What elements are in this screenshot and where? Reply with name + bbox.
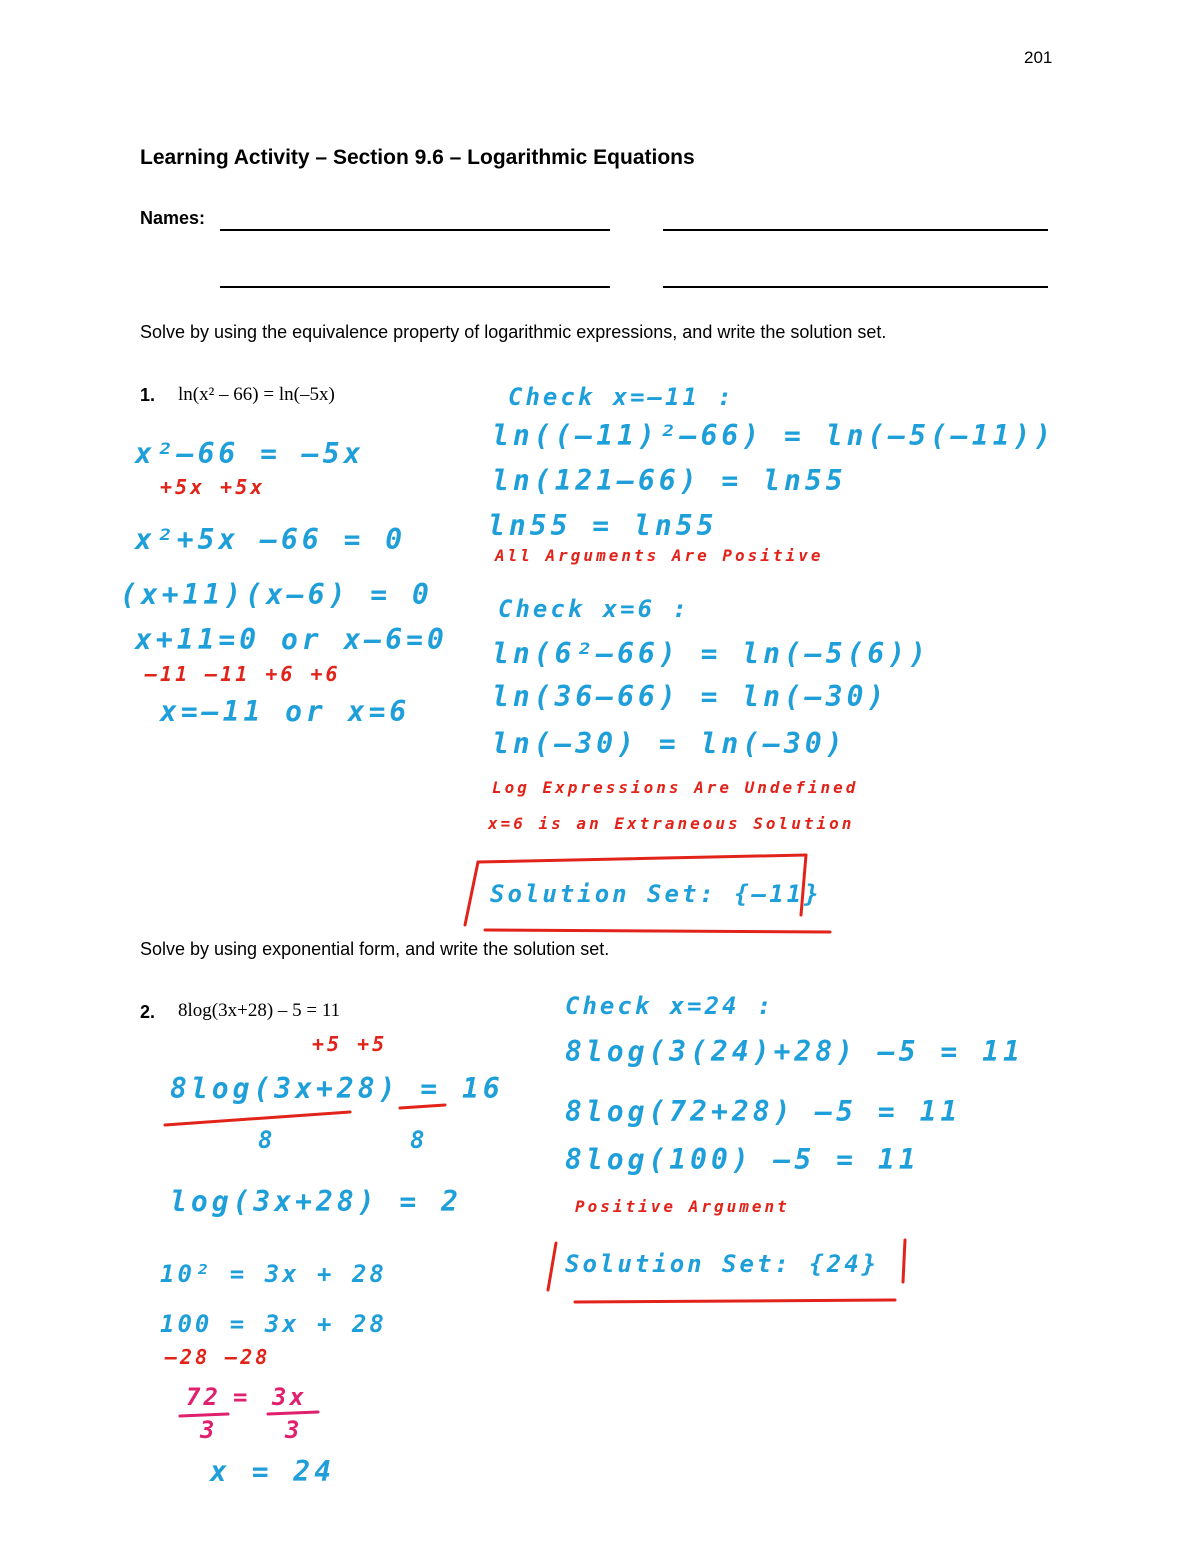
- p2-division-bars: [180, 1412, 318, 1416]
- p2-work-line-6: x = 24: [210, 1455, 336, 1488]
- p2-fraction-bars: [165, 1105, 445, 1125]
- p2-work-divisor-1: 8: [258, 1126, 276, 1154]
- p2-work-line-5b: =: [233, 1383, 251, 1411]
- p2-work-divisor-3: 3: [200, 1416, 218, 1444]
- p1-work-add: +5x +5x: [160, 475, 266, 499]
- p2-work-divisor-2: 8: [410, 1126, 428, 1154]
- p1-work-line-5: x=–11 or x=6: [160, 695, 411, 728]
- problem-2-equation: 8log(3x+28) – 5 = 11: [178, 1000, 341, 1021]
- p1-check-note-3: x=6 is an Extraneous Solution: [488, 814, 855, 833]
- p2-solution-box: [548, 1240, 905, 1302]
- p1-work-line-4: x+11=0 or x–6=0: [135, 623, 448, 656]
- p1-check-line-6: ln(–30) = ln(–30): [492, 727, 847, 760]
- p1-check-note-2: Log Expressions Are Undefined: [492, 778, 859, 797]
- p1-check-line-2: ln(121–66) = ln55: [492, 464, 847, 497]
- p2-work-line-5c: 3x: [272, 1383, 307, 1411]
- p2-work-add: +5 +5: [312, 1032, 388, 1056]
- p2-check-line-3: 8log(100) –5 = 11: [565, 1143, 920, 1176]
- instruction-1: Solve by using the equivalence property of logarithmic expressions, and write the solution set.: [140, 322, 887, 342]
- p1-check-note-1: All Arguments Are Positive: [495, 546, 824, 565]
- p2-work-line-4: 100 = 3x + 28: [160, 1310, 387, 1338]
- p2-work-line-2: log(3x+28) = 2: [170, 1185, 463, 1218]
- p2-solution-set: Solution Set: {24}: [565, 1250, 880, 1278]
- p2-check-line-2: 8log(72+28) –5 = 11: [565, 1095, 962, 1128]
- problem-2-number: 2.: [140, 1002, 156, 1022]
- p2-work-line-3: 10² = 3x + 28: [160, 1260, 387, 1288]
- worksheet-title: Learning Activity – Section 9.6 – Logarithmic Equations: [140, 146, 695, 169]
- p1-check-heading-1: Check x=–11 :: [508, 383, 735, 411]
- p2-check-heading: Check x=24 :: [565, 992, 775, 1020]
- names-label: Names:: [140, 208, 206, 228]
- p1-check-line-5: ln(36–66) = ln(–30): [492, 680, 889, 713]
- p2-check-line-1: 8log(3(24)+28) –5 = 11: [565, 1035, 1024, 1068]
- p1-work-subtract: –11 –11 +6 +6: [145, 662, 341, 686]
- p1-work-line-2: x²+5x –66 = 0: [135, 523, 407, 556]
- p2-work-divisor-4: 3: [285, 1416, 303, 1444]
- p2-work-subtract: –28 –28: [165, 1345, 271, 1369]
- p1-check-heading-2: Check x=6 :: [498, 595, 690, 623]
- problem-1-number: 1.: [140, 385, 156, 405]
- instruction-2: Solve by using exponential form, and write the solution set.: [140, 939, 610, 959]
- p1-solution-box: [465, 855, 830, 932]
- p1-solution-set: Solution Set: {–11}: [490, 880, 822, 908]
- p1-check-line-1: ln((–11)²–66) = ln(–5(–11)): [492, 419, 1056, 452]
- p1-check-line-3: ln55 = ln55: [488, 509, 718, 542]
- page-number: 201: [1024, 48, 1053, 67]
- p2-check-note: Positive Argument: [575, 1197, 790, 1216]
- p1-check-line-4: ln(6²–66) = ln(–5(6)): [492, 637, 931, 670]
- p1-work-line-1: x²–66 = –5x: [135, 437, 365, 470]
- p2-work-line-1: 8log(3x+28) = 16: [170, 1072, 504, 1105]
- p2-work-line-5a: 72: [186, 1383, 221, 1411]
- problem-1-equation: ln(x² – 66) = ln(–5x): [178, 384, 335, 405]
- p1-work-line-3: (x+11)(x–6) = 0: [120, 578, 433, 611]
